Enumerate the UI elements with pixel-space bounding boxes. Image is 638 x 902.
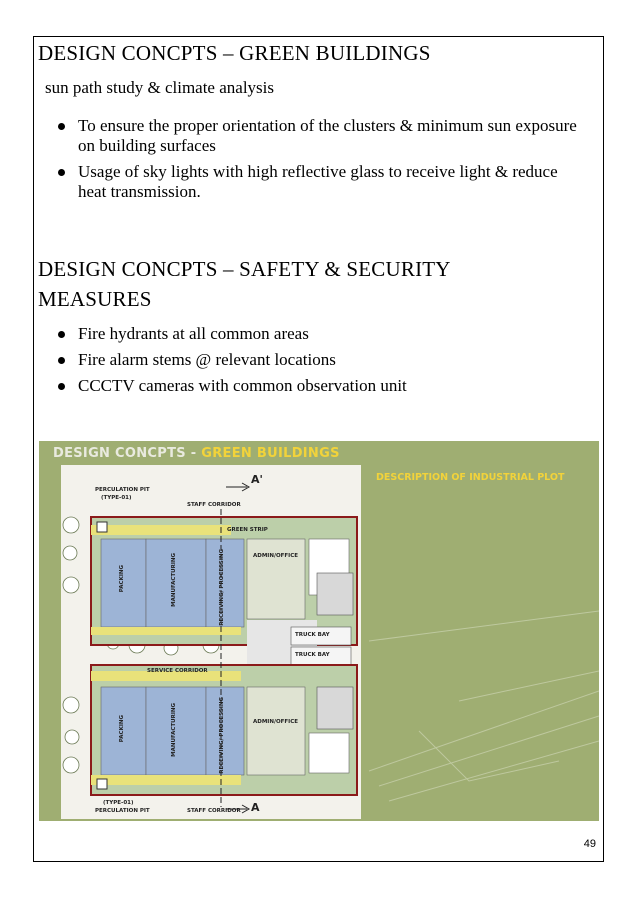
section-subheading: sun path study & climate analysis (45, 78, 274, 97)
list-item (58, 162, 578, 202)
section-heading-safety (38, 256, 451, 313)
bullet-icon (58, 123, 65, 130)
packing-label-bottom: PACKING (119, 715, 125, 743)
list-item (58, 116, 578, 156)
green-buildings-list (58, 116, 578, 208)
page-number: 49 (583, 838, 596, 850)
truck-bay-label-1: TRUCK BAY (295, 632, 330, 638)
figure-title (53, 446, 340, 461)
list-item (58, 376, 578, 396)
section-marker-bottom: A (251, 801, 260, 814)
list-item-text: Fire alarm stems @ relevant locations (78, 350, 336, 369)
heading-line: DESIGN CONCPTS – SAFETY & SECURITY (38, 257, 451, 281)
figure-description: DESCRIPTION OF INDUSTRIAL PLOT (376, 472, 565, 483)
receiving-label-top: RECEIVING/ PROCESSING (219, 549, 225, 626)
service-corridor-label: SERVICE CORRIDOR (147, 668, 208, 674)
list-item (58, 324, 578, 344)
type-label-top: (TYPE-01) (101, 495, 132, 501)
bullet-icon (58, 331, 65, 338)
perculation-pit-label-top: PERCULATION PIT (95, 487, 150, 493)
list-item (58, 350, 578, 370)
section-marker-top: A' (251, 473, 263, 486)
manufacturing-label-top: MANUFACTURING (171, 553, 177, 607)
figure-title-accent: GREEN BUILDINGS (201, 446, 340, 461)
bullet-icon (58, 383, 65, 390)
staff-corridor-label-bottom: STAFF CORRIDOR (187, 808, 241, 814)
list-item-text: To ensure the proper orientation of the clusters & minimum sun exposure on building surfaces (78, 116, 577, 155)
type-label-bottom: (TYPE-01) (103, 800, 134, 806)
list-item-text: Fire hydrants at all common areas (78, 324, 309, 343)
list-item-text: CCCTV cameras with common observation unit (78, 376, 407, 395)
figure-title-prefix: DESIGN CONCPTS - (53, 446, 202, 461)
admin-label-top: ADMIN/OFFICE (253, 553, 298, 559)
safety-list (58, 324, 578, 402)
green-strip-label: GREEN STRIP (227, 527, 268, 533)
heading-line: MEASURES (38, 287, 152, 311)
site-plan-figure (39, 441, 599, 821)
plan-drawing (61, 465, 361, 819)
bullet-icon (58, 169, 65, 176)
admin-label-bottom: ADMIN/OFFICE (253, 719, 298, 725)
plot-plan (61, 465, 361, 819)
manufacturing-label-bottom: MANUFACTURING (171, 703, 177, 757)
section-heading-green-buildings: DESIGN CONCPTS – GREEN BUILDINGS (38, 41, 431, 65)
truck-bay-label-2: TRUCK BAY (295, 652, 330, 658)
bullet-icon (58, 357, 65, 364)
staff-corridor-label-top: STAFF CORRIDOR (187, 502, 241, 508)
packing-label-top: PACKING (119, 565, 125, 593)
perculation-pit-label-bottom: PERCULATION PIT (95, 808, 150, 814)
list-item-text: Usage of sky lights with high reflective glass to receive light & reduce heat transmission. (78, 162, 558, 201)
receiving-label-bottom: RECEIVING/ PROCESSING (219, 697, 225, 774)
